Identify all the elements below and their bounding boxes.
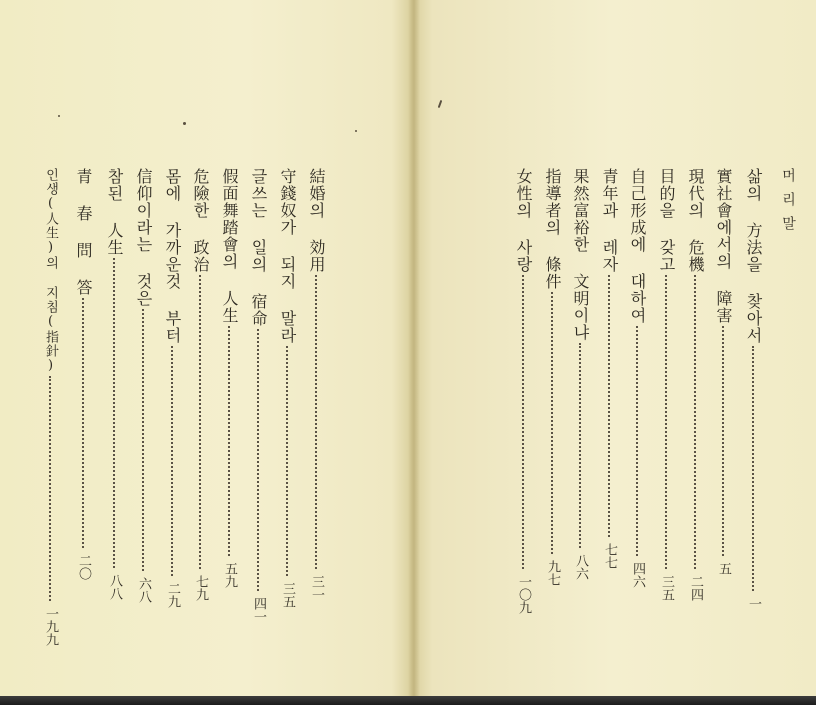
leader-dots bbox=[551, 292, 553, 554]
leader-dots bbox=[82, 298, 84, 548]
toc-entry-page: 四一 bbox=[251, 597, 266, 623]
leader-dots bbox=[752, 346, 754, 591]
toc-entry bbox=[247, 168, 269, 623]
toc-entry bbox=[742, 168, 764, 610]
leader-dots bbox=[142, 309, 144, 571]
toc-entry-page: 五 bbox=[716, 562, 731, 575]
toc-entry-title: 몸에 가까운것 부터 bbox=[163, 168, 182, 344]
toc-entry-title: 目的을 갖고 bbox=[657, 168, 676, 273]
toc-entry bbox=[132, 168, 154, 603]
toc-entry-page: 二九 bbox=[165, 582, 180, 608]
toc-entry-page: 二〇 bbox=[76, 554, 91, 580]
toc-entry-title: 青 春 問 答 bbox=[74, 168, 93, 296]
leader-dots bbox=[228, 326, 230, 556]
leader-dots bbox=[286, 346, 288, 576]
toc-entry-title: 참된 人生 bbox=[105, 168, 124, 256]
toc-entry-page: 五九 bbox=[222, 562, 237, 588]
leader-dots bbox=[722, 326, 724, 556]
toc-entry bbox=[218, 168, 240, 588]
toc-entry-page: 一〇九 bbox=[516, 575, 531, 614]
toc-entry bbox=[103, 168, 125, 600]
leader-dots bbox=[49, 376, 51, 601]
toc-entry-title: 글쓰는 일의 宿命 bbox=[249, 168, 268, 327]
toc-entry-title: 假面舞踏會의 人生 bbox=[220, 168, 239, 324]
leader-dots bbox=[608, 275, 610, 537]
leader-dots bbox=[199, 275, 201, 569]
leader-dots bbox=[522, 275, 524, 569]
toc-entry-title: 果然富裕한 文明이냐 bbox=[571, 168, 590, 341]
toc-entry bbox=[598, 168, 620, 569]
toc-entry bbox=[41, 168, 59, 646]
toc-entry bbox=[276, 168, 298, 608]
toc-entry-page: 八六 bbox=[573, 554, 588, 580]
toc-entry-title: 現代의 危機 bbox=[686, 168, 705, 273]
book-gutter bbox=[408, 0, 420, 698]
toc-entry-title: 女性의 사랑 bbox=[514, 168, 533, 273]
toc-entry-title: 삶의 方法을 찾아서 bbox=[744, 168, 763, 344]
toc-entry bbox=[512, 168, 534, 614]
leader-dots bbox=[315, 275, 317, 569]
toc-entry-title: 守錢奴가 되지 말라 bbox=[278, 168, 297, 344]
leader-dots bbox=[636, 326, 638, 556]
toc-entry-page: 七七 bbox=[602, 543, 617, 569]
toc-entry-page: 一 bbox=[746, 597, 761, 610]
toc-entry-title: 인생(人生)의 지침(指針) bbox=[43, 168, 58, 374]
toc-entry-page: 七九 bbox=[193, 575, 208, 601]
toc-entry bbox=[712, 168, 734, 575]
toc-entry bbox=[72, 168, 94, 580]
leader-dots bbox=[665, 275, 667, 569]
toc-entry-page: 九七 bbox=[545, 560, 560, 586]
leader-dots bbox=[113, 258, 115, 568]
toc-entry-page: 三五 bbox=[659, 575, 674, 601]
toc-entry bbox=[189, 168, 211, 601]
toc-entry bbox=[161, 168, 183, 608]
toc-entry bbox=[305, 168, 327, 601]
toc-entry-page: 三一 bbox=[309, 575, 324, 601]
preface-heading: 머리말 bbox=[780, 168, 796, 240]
toc-entry-page: 六八 bbox=[136, 577, 151, 603]
leader-dots bbox=[257, 329, 259, 591]
toc-entry-title: 青年과 레자 bbox=[600, 168, 619, 273]
toc-entry-page: 一九九 bbox=[43, 607, 58, 646]
toc-entry bbox=[655, 168, 677, 601]
toc-entry-title: 結婚의 効用 bbox=[307, 168, 326, 273]
toc-entry-title: 危險한 政治 bbox=[191, 168, 210, 273]
toc-entry-title: 信仰이라는 것은 bbox=[134, 168, 153, 307]
toc-entry bbox=[626, 168, 648, 588]
leader-dots bbox=[579, 343, 581, 548]
toc-entry-title: 自己形成에 대하여 bbox=[628, 168, 647, 324]
leader-dots bbox=[694, 275, 696, 569]
toc-entry-page: 二四 bbox=[688, 575, 703, 601]
toc-entry-page: 四六 bbox=[630, 562, 645, 588]
paper-speck bbox=[58, 115, 60, 117]
paper-speck bbox=[355, 130, 357, 132]
toc-entry-page: 八八 bbox=[107, 574, 122, 600]
toc-entry bbox=[541, 168, 563, 586]
leader-dots bbox=[171, 346, 173, 576]
toc-entry-title: 實社會에서의 障害 bbox=[714, 168, 733, 324]
toc-entry bbox=[684, 168, 706, 601]
toc-entry bbox=[569, 168, 591, 580]
paper-speck bbox=[183, 122, 186, 125]
scan-bottom-edge bbox=[0, 696, 816, 705]
toc-entry-page: 三五 bbox=[280, 582, 295, 608]
toc-entry-title: 指導者의 條件 bbox=[543, 168, 562, 290]
